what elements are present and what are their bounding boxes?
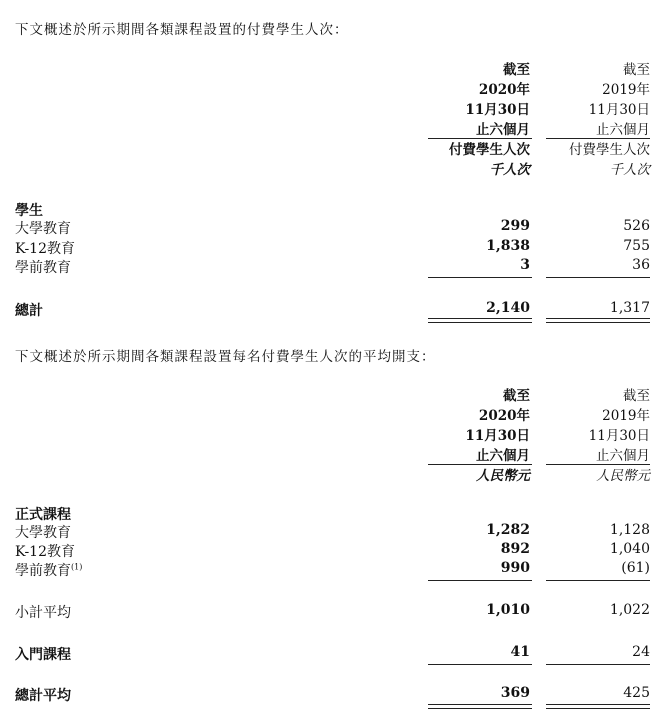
table-cell: 2,140	[486, 300, 530, 316]
header-line: 11月30日	[465, 428, 530, 444]
table-cell: 1,022	[609, 602, 650, 618]
header-line: 截至	[503, 62, 530, 78]
header-line: 2019年	[602, 82, 650, 98]
table-cell: 1,128	[609, 522, 650, 538]
table2-intro-course-label: 入門課程	[15, 647, 71, 663]
header-line: 截至	[503, 388, 530, 404]
table1-col2-unit: 千人次	[609, 162, 650, 178]
table-cell: 3	[520, 257, 530, 273]
table2-section-label: 正式課程	[15, 507, 71, 523]
table-cell: 299	[500, 218, 530, 234]
table1-total-label: 總計	[15, 303, 43, 319]
table2-col2-header	[510, 386, 650, 466]
header-line: 2020年	[478, 408, 530, 424]
table-cell: 526	[623, 218, 650, 234]
subtotal-rule	[428, 277, 532, 278]
table-cell: 1,010	[486, 602, 530, 618]
table-row-label: 大學教育	[15, 525, 71, 541]
table-cell: 1,838	[486, 238, 530, 254]
total-double-rule	[546, 318, 650, 323]
table-cell: (61)	[621, 560, 650, 576]
table-cell: 1,317	[609, 300, 650, 316]
table1-section-label: 學生	[15, 203, 43, 219]
header-line: 11月30日	[588, 102, 650, 118]
header-line: 止六個月	[596, 448, 650, 464]
header-line: 截至	[623, 388, 650, 404]
table2-subtotal-label: 小計平均	[15, 605, 71, 621]
footnote-marker: (1)	[71, 562, 83, 572]
header-rule	[546, 464, 650, 465]
table1-intro: 下文概述於所示期間各類課程設置的付費學生人次：	[15, 22, 349, 38]
subtotal-rule	[428, 580, 532, 581]
table-row-label: 大學教育	[15, 221, 71, 237]
table1-col1-unit: 千人次	[489, 162, 530, 178]
table-cell: 425	[623, 685, 650, 701]
table-cell: 36	[632, 257, 650, 273]
total-double-rule	[428, 704, 532, 709]
header-rule	[546, 138, 650, 139]
header-rule	[428, 464, 532, 465]
header-line: 止六個月	[476, 448, 530, 464]
table-cell: 41	[510, 644, 530, 660]
table-cell: 1,282	[486, 522, 530, 538]
table1-col2-metric: 付費學生人次	[569, 142, 650, 158]
subtotal-rule	[428, 664, 532, 665]
table-row-label: 學前教育	[15, 260, 71, 276]
table2-col2-unit: 人民幣元	[596, 468, 650, 484]
total-double-rule	[428, 318, 532, 323]
table-row-label: K-12教育	[15, 544, 75, 560]
header-line: 止六個月	[596, 122, 650, 138]
header-line: 2019年	[602, 408, 650, 424]
header-line: 截至	[623, 62, 650, 78]
table2-total-label: 總計平均	[15, 688, 71, 704]
header-line: 2020年	[478, 82, 530, 98]
table-cell: 1,040	[609, 541, 650, 557]
header-line: 11月30日	[465, 102, 530, 118]
header-rule	[428, 138, 532, 139]
subtotal-rule	[546, 664, 650, 665]
table2-intro: 下文概述於所示期間各類課程設置每名付費學生人次的平均開支：	[15, 349, 436, 365]
table-row-label-with-note	[15, 560, 82, 580]
header-line: 止六個月	[476, 122, 530, 138]
table-cell: 892	[500, 541, 530, 557]
total-double-rule	[546, 704, 650, 709]
table2-col1-unit: 人民幣元	[476, 468, 530, 484]
table1-col2-header	[510, 60, 650, 140]
subtotal-rule	[546, 277, 650, 278]
row-label-text: 學前教育	[15, 563, 71, 579]
table-row-label: K-12教育	[15, 241, 75, 257]
table1-col1-header	[390, 60, 530, 140]
table-cell: 755	[623, 238, 650, 254]
table-cell: 24	[632, 644, 650, 660]
header-line: 11月30日	[588, 428, 650, 444]
subtotal-rule	[546, 580, 650, 581]
table-cell: 990	[500, 560, 530, 576]
table1-col1-metric: 付費學生人次	[449, 142, 530, 158]
table2-col1-header	[390, 386, 530, 466]
table-cell: 369	[500, 685, 530, 701]
